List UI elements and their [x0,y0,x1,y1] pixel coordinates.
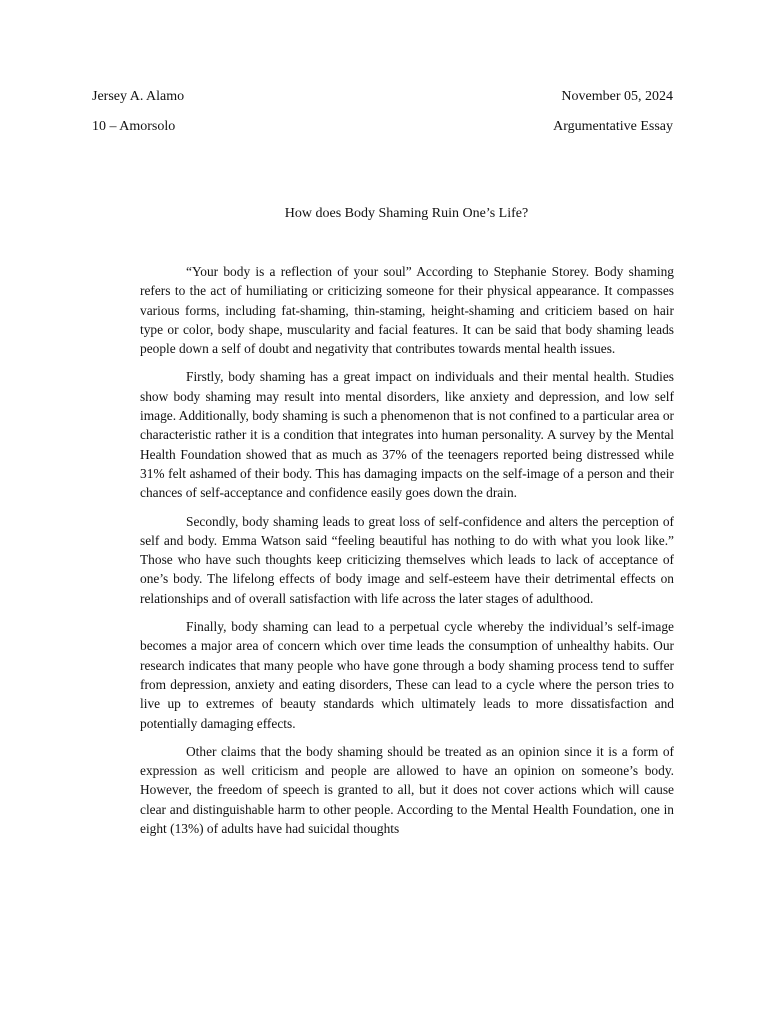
essay-body [140,262,674,847]
paragraph-firstly: Firstly, body shaming has a great impact on individuals and their mental health. Studies show body shaming may result into mental disorders, like anxiety and depression, and low self image. Additionally, body shaming is such a phenomenon that is not confined to a particular area or characteristic rather it is a condition that integrates into human personality. A survey by the Mental Health Foundation showed that as much as 37% of the teenagers reported being distressed while 31% felt ashamed of their body. This has damaging impacts on the self-image of a person and their chances of self-acceptance and confidence easily goes down the drain. [140,369,674,501]
header-row-author-date [92,88,673,106]
author-name: Jersey A. Alamo [92,89,185,104]
paragraph-counterclaim: Other claims that the body shaming should be treated as an opinion since it is a form of expression as well criticism and people are allowed to have an opinion on someone’s body. However, the freedom of speech is granted to all, but it does not cover actions which will cause clear and distinguishable harm to other people. According to the Mental Health Foundation, one in eight (13%) of adults have had suicidal thoughts [140,743,674,837]
essay-type: Argumentative Essay [553,119,673,134]
paragraph-finally: Finally, body shaming can lead to a perpetual cycle whereby the individual’s self-image becomes a major area of concern which over time leads the consumption of unhealthy habits. Our research indicates that many people who have gone through a body shaming process tend to suffer from depression, anxiety and eating disorders, These can lead to a cycle where the person tries to live up to extremes of beauty standards which ultimately leads to more dissatisfaction and potentially damaging effects. [140,619,674,731]
paragraph-secondly: Secondly, body shaming leads to great loss of self-confidence and alters the perception of self and body. Emma Watson said “feeling beautiful has nothing to do with what you look like.” Those who have such thoughts keep criticizing themselves which leads to lack of acceptance of one’s body. The lifelong effects of body image and self-esteem have their detrimental effects on relationships and of overall satisfaction with life across the later stages of adulthood. [140,513,674,606]
section-name: 10 – Amorsolo [92,119,176,134]
essay-title: How does Body Shaming Ruin One’s Life? [284,206,529,221]
paragraph-intro: “Your body is a reflection of your soul” According to Stephanie Storey. Body shaming refers to the act of humiliating or criticizing someone for their physical appearance. It compasses various forms, including fat-shaming, thin-staming, height-shaming and criticiem based on hair type or color, body shape, muscularity and facial features. It can be said that body shaming leads people down a self of doubt and negativity that contributes towards mental health issues. [140,264,674,357]
essay-date: November 05, 2024 [561,89,673,104]
header-row-section-type [92,118,673,136]
